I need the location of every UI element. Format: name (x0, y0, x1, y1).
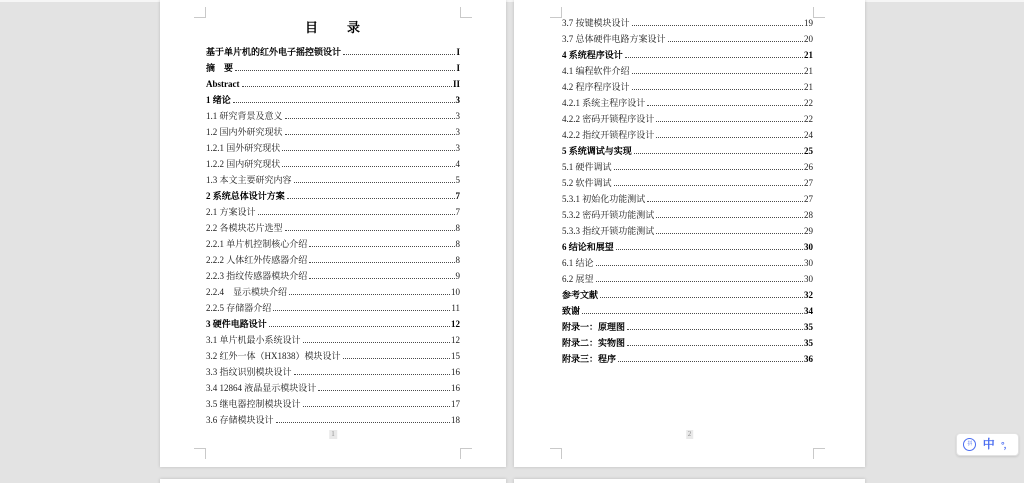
toc-dot-leader (627, 345, 803, 346)
margin-crop-mark (460, 448, 472, 459)
toc-entry-page-number: 35 (804, 338, 813, 348)
toc-entry[interactable] (206, 188, 460, 204)
toc-entry[interactable] (206, 108, 460, 124)
toc-entry-page-number: 30 (804, 258, 813, 268)
toc-entry-page-number: 7 (455, 207, 460, 217)
toc-entry-page-number: 22 (804, 98, 813, 108)
toc-entry[interactable] (562, 79, 813, 95)
toc-dot-leader (294, 374, 450, 375)
toc-dot-leader (632, 25, 803, 26)
page-number-footer: 2 (687, 430, 692, 438)
toc-entry[interactable] (206, 156, 460, 172)
toc-entry-page-number: I (456, 63, 460, 73)
toc-entry[interactable] (206, 268, 460, 284)
toc-entry-text: 2.2.5 存储器介绍 (206, 303, 272, 313)
toc-entry-text: 致谢 (562, 306, 581, 316)
toc-entry[interactable] (206, 332, 460, 348)
toc-entry-page-number: 7 (455, 191, 460, 201)
toc-dot-leader (634, 153, 803, 154)
toc-dot-leader (309, 278, 454, 279)
toc-entry-text: 5.3.2 密码开锁功能测试 (562, 210, 655, 220)
toc-entry-page-number: 34 (804, 306, 813, 316)
toc-entry-page-number: I (456, 47, 460, 57)
toc-entry[interactable] (206, 364, 460, 380)
toc-entry[interactable] (206, 236, 460, 252)
toc-entry-text: 3.7 按键模块设计 (562, 18, 630, 28)
toc-entry-text: 5 系统调试与实现 (562, 146, 632, 156)
workspace-top-edge (0, 0, 1024, 2)
toc-entry[interactable] (206, 204, 460, 220)
toc-entry-text: 附录一：原理图 (562, 322, 626, 332)
toc-dot-leader (318, 390, 450, 391)
toc-dot-leader (656, 217, 803, 218)
toc-entry-text: 4.2.1 系统主程序设计 (562, 98, 646, 108)
margin-crop-mark (194, 7, 206, 18)
toc-entry[interactable] (206, 60, 460, 76)
toc-entry-page-number: 27 (804, 194, 813, 204)
toc-entry[interactable] (206, 396, 460, 412)
toc-entry-text: 1.2.2 国内研究现状 (206, 159, 281, 169)
toc-entry-page-number: 21 (804, 66, 813, 76)
toc-entry-text: 3.6 存储模块设计 (206, 415, 274, 425)
toc-entry[interactable] (206, 412, 460, 428)
toc-entry[interactable] (206, 92, 460, 108)
toc-entry-text: 3.5 继电器控制模块设计 (206, 399, 301, 409)
toc-entry-text: 5.1 硬件调试 (562, 162, 612, 172)
toc-dot-leader (309, 262, 454, 263)
toc-entry-text: 附录三：程序 (562, 354, 617, 364)
toc-entry[interactable] (562, 239, 813, 255)
page-number-footer: 1 (331, 430, 335, 438)
toc-entry-text: 2.2.1 单片机控制核心介绍 (206, 239, 308, 249)
toc-entry[interactable] (562, 287, 813, 303)
toc-entry[interactable] (206, 140, 460, 156)
ime-logo-icon[interactable]: 拼 (963, 438, 976, 451)
toc-entry-text: 2.1 方案设计 (206, 207, 256, 217)
toc-dot-leader (273, 310, 450, 311)
toc-dot-leader (303, 406, 450, 407)
toc-entry-page-number: 30 (804, 242, 813, 252)
toc-entry-page-number: 16 (451, 367, 460, 377)
margin-crop-mark (813, 7, 825, 18)
toc-dot-leader (303, 342, 450, 343)
toc-entry-page-number: 32 (804, 290, 813, 300)
toc-entry-page-number: 22 (804, 114, 813, 124)
next-page-top-edge-left[interactable] (160, 479, 506, 483)
toc-entry[interactable] (206, 220, 460, 236)
toc-entry-page-number: 10 (451, 287, 460, 297)
toc-dot-leader (285, 230, 455, 231)
toc-dot-leader (600, 297, 803, 298)
toc-entry[interactable] (562, 191, 813, 207)
toc-entry-page-number: 28 (804, 210, 813, 220)
toc-list-page-2 (562, 15, 813, 367)
next-page-top-edge-right[interactable] (514, 479, 865, 483)
toc-entry[interactable] (206, 252, 460, 268)
toc-entry[interactable] (562, 223, 813, 239)
toc-entry[interactable] (562, 111, 813, 127)
toc-dot-leader (647, 201, 803, 202)
ime-status-bar[interactable] (956, 433, 1019, 456)
toc-dot-leader (289, 294, 450, 295)
toc-entry-text: 4 系统程序设计 (562, 50, 623, 60)
toc-entry[interactable] (562, 303, 813, 319)
toc-entry-text: 3.2 红外一体（HX1838）模块设计 (206, 351, 341, 361)
toc-dot-leader (582, 313, 803, 314)
toc-entry-page-number: 18 (451, 415, 460, 425)
toc-entry-text: 2.2.4 显示模块介绍 (206, 287, 288, 297)
toc-dot-leader (614, 169, 803, 170)
toc-entry-text: 2.2.3 指纹传感器模块介绍 (206, 271, 308, 281)
toc-entry-text: 1.2.1 国外研究现状 (206, 143, 281, 153)
toc-entry[interactable] (206, 76, 460, 92)
toc-dot-leader (309, 246, 454, 247)
toc-entry-text: 6.2 展望 (562, 274, 594, 284)
toc-dot-leader (269, 326, 450, 327)
toc-dot-leader (282, 166, 454, 167)
toc-dot-leader (294, 182, 455, 183)
ime-language-icon[interactable]: 中 (982, 437, 995, 451)
toc-entry-page-number: 4 (455, 159, 460, 169)
toc-title: 目 录 (304, 20, 361, 35)
toc-entry-text: 6.1 结论 (562, 258, 594, 268)
toc-dot-leader (343, 54, 455, 55)
page-2-text-area[interactable] (562, 15, 813, 367)
toc-entry-text: 摘 要 (206, 63, 234, 73)
toc-dot-leader (616, 249, 803, 250)
toc-entry-page-number: 36 (804, 354, 813, 364)
toc-entry[interactable] (562, 207, 813, 223)
toc-entry[interactable] (562, 351, 813, 367)
toc-entry-page-number: 21 (804, 50, 813, 60)
margin-crop-mark (460, 7, 472, 18)
toc-entry-text: 2.2.2 人体红外传感器介绍 (206, 255, 308, 265)
toc-entry-page-number: 27 (804, 178, 813, 188)
toc-entry-page-number: 11 (451, 303, 460, 313)
toc-dot-leader (282, 150, 454, 151)
document-page-1[interactable] (160, 0, 506, 467)
toc-entry-page-number: 5 (455, 175, 460, 185)
toc-dot-leader (285, 118, 455, 119)
toc-dot-leader (285, 134, 455, 135)
toc-dot-leader (625, 57, 803, 58)
toc-entry-page-number: 8 (455, 255, 460, 265)
toc-entry-text: 4.2 程序程序设计 (562, 82, 630, 92)
toc-entry[interactable] (562, 319, 813, 335)
toc-entry-page-number: 8 (455, 223, 460, 233)
toc-entry[interactable] (562, 335, 813, 351)
toc-entry-text: 6 结论和展望 (562, 242, 614, 252)
toc-entry[interactable] (206, 380, 460, 396)
toc-entry[interactable] (206, 172, 460, 188)
toc-dot-leader (647, 105, 803, 106)
margin-crop-mark (550, 7, 562, 18)
toc-entry[interactable] (206, 284, 460, 300)
toc-dot-leader (656, 121, 803, 122)
toc-entry[interactable] (562, 31, 813, 47)
toc-entry-text: 4.2.2 指纹开锁程序设计 (562, 130, 655, 140)
toc-dot-leader (596, 281, 803, 282)
toc-entry-text: 3.7 总体硬件电路方案设计 (562, 34, 666, 44)
toc-entry-text: 2 系统总体设计方案 (206, 191, 285, 201)
toc-dot-leader (618, 361, 803, 362)
toc-dot-leader (235, 70, 455, 71)
toc-dot-leader (343, 358, 451, 359)
toc-entry-page-number: 20 (804, 34, 813, 44)
toc-entry-page-number: 21 (804, 82, 813, 92)
toc-entry[interactable] (562, 15, 813, 31)
toc-entry-page-number: 19 (804, 18, 813, 28)
toc-entry-page-number: 3 (455, 143, 460, 153)
toc-entry-page-number: 35 (804, 322, 813, 332)
toc-dot-leader (287, 198, 455, 199)
toc-dot-leader (656, 137, 803, 138)
toc-entry[interactable] (206, 124, 460, 140)
toc-entry[interactable] (206, 44, 460, 60)
toc-entry-page-number: 9 (455, 271, 460, 281)
toc-entry-page-number: 24 (804, 130, 813, 140)
toc-dot-leader (632, 89, 803, 90)
document-page-2[interactable] (514, 0, 865, 467)
toc-entry-text: Abstract (206, 79, 240, 89)
toc-dot-leader (668, 41, 803, 42)
toc-entry[interactable] (206, 300, 460, 316)
toc-entry[interactable] (562, 271, 813, 287)
toc-entry-text: 3.4 12864 液晶显示模块设计 (206, 383, 317, 393)
toc-entry[interactable] (562, 255, 813, 271)
toc-entry-page-number: II (452, 79, 460, 89)
toc-entry-page-number: 25 (804, 146, 813, 156)
toc-dot-leader (596, 265, 803, 266)
toc-entry-text: 1.1 研究背景及意义 (206, 111, 283, 121)
toc-entry-text: 基于单片机的红外电子摇控锁设计 (206, 47, 342, 57)
toc-entry-page-number: 15 (451, 351, 460, 361)
toc-entry-text: 参考文献 (562, 290, 599, 300)
toc-entry[interactable] (562, 159, 813, 175)
toc-entry-text: 3.1 单片机最小系统设计 (206, 335, 301, 345)
toc-dot-leader (276, 422, 450, 423)
toc-entry[interactable] (562, 143, 813, 159)
toc-entry-page-number: 26 (804, 162, 813, 172)
toc-entry[interactable] (562, 47, 813, 63)
toc-entry[interactable] (562, 95, 813, 111)
toc-entry-page-number: 3 (455, 127, 460, 137)
toc-list-page-1 (206, 36, 460, 428)
margin-crop-mark (813, 448, 825, 459)
toc-dot-leader (632, 73, 803, 74)
toc-entry-text: 2.2 各模块芯片选型 (206, 223, 283, 233)
toc-dot-leader (627, 329, 803, 330)
toc-entry-text: 1.2 国内外研究现状 (206, 127, 283, 137)
margin-crop-mark (550, 448, 562, 459)
page-1-text-area[interactable] (206, 8, 460, 428)
ime-punctuation-icon[interactable]: °， (1001, 439, 1012, 450)
toc-entry-page-number: 12 (451, 319, 460, 329)
toc-entry-page-number: 8 (455, 239, 460, 249)
toc-entry-text: 3 硬件电路设计 (206, 319, 267, 329)
toc-dot-leader (233, 102, 455, 103)
toc-entry-page-number: 29 (804, 226, 813, 236)
toc-entry-text: 1 绪论 (206, 95, 231, 105)
toc-entry[interactable] (206, 348, 460, 364)
toc-dot-leader (258, 214, 455, 215)
toc-entry[interactable] (562, 127, 813, 143)
toc-entry-text: 附录二：实物图 (562, 338, 626, 348)
toc-entry-page-number: 16 (451, 383, 460, 393)
toc-entry-page-number: 30 (804, 274, 813, 284)
toc-entry-text: 5.3.1 初始化功能测试 (562, 194, 646, 204)
toc-entry-page-number: 12 (451, 335, 460, 345)
toc-dot-leader (614, 185, 803, 186)
toc-entry-text: 4.1 编程软件介绍 (562, 66, 630, 76)
toc-entry-text: 4.2.2 密码开锁程序设计 (562, 114, 655, 124)
toc-entry-page-number: 17 (451, 399, 460, 409)
toc-entry[interactable] (562, 63, 813, 79)
toc-dot-leader (242, 86, 452, 87)
toc-entry-text: 3.3 指纹识别模块设计 (206, 367, 292, 377)
toc-entry-page-number: 3 (455, 111, 460, 121)
toc-entry-page-number: 3 (455, 95, 460, 105)
margin-crop-mark (194, 448, 206, 459)
toc-entry-text: 5.2 软件调试 (562, 178, 612, 188)
toc-entry-text: 5.3.3 指纹开锁功能测试 (562, 226, 655, 236)
toc-entry[interactable] (206, 316, 460, 332)
toc-entry-text: 1.3 本文主要研究内容 (206, 175, 292, 185)
toc-entry[interactable] (562, 175, 813, 191)
toc-dot-leader (656, 233, 803, 234)
